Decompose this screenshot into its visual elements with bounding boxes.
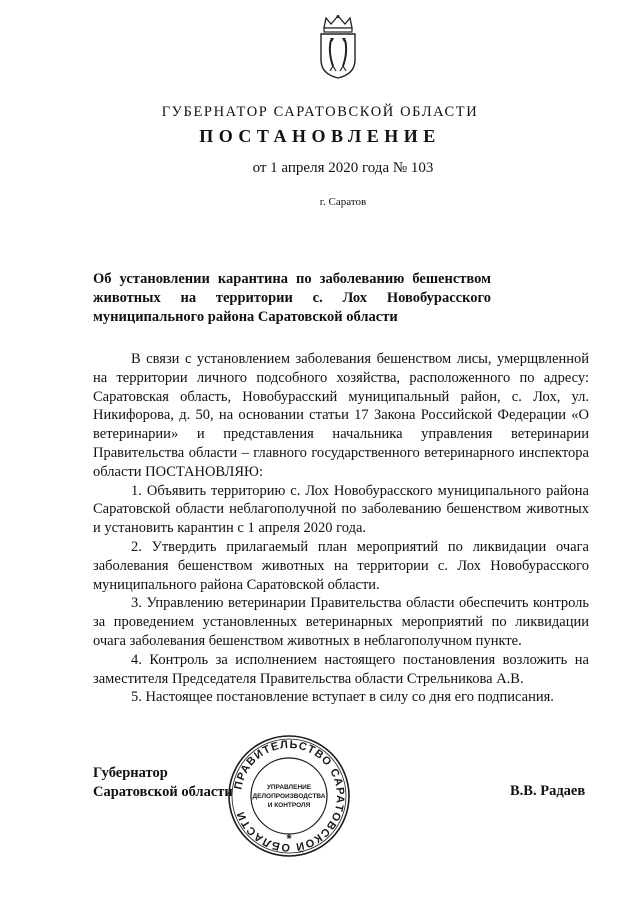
seal-inner-line: И КОНТРОЛЯ: [267, 802, 311, 809]
document-city: г. Саратов: [319, 196, 367, 208]
signatory-position: [93, 764, 233, 802]
signatory-position-line: Губернатор: [93, 765, 168, 781]
issuer-title: ГУБЕРНАТОР САРАТОВСКОЙ ОБЛАСТИ: [161, 104, 479, 120]
clause-paragraph: 5. Настоящее постановление вступает в силу со дня его подписания.: [131, 689, 554, 706]
title-line: муниципального района Саратовской области: [93, 309, 398, 325]
signatory-position-line: Саратовской области: [93, 784, 233, 800]
document-title: [93, 270, 491, 327]
clause-paragraph: 3. Управлению ветеринарии Правительства области обеспечить контроль за проведением установленных ветеринарных мероприятий по ликвидации очага заболевания бешенством животных в неблагополучном пункте.: [93, 595, 589, 649]
clause-paragraph: 1. Объявить территорию с. Лох Новобурасского муниципального района Саратовской области неблагополучной по заболеванию бешенством животных и установить карантин с 1 апреля 2020 года.: [93, 482, 589, 537]
title-line: животных на территории с. Лох Новобурасского: [93, 290, 491, 306]
seal-inner-line: УПРАВЛЕНИЕ: [266, 784, 312, 791]
document-body: [93, 350, 589, 707]
signatory-name: В.В. Радаев: [510, 783, 586, 799]
official-seal-stamp: [226, 733, 352, 859]
seal-star: *: [286, 831, 292, 846]
seal-inner-line: ДЕЛОПРОИЗВОДСТВА: [252, 793, 326, 800]
preamble-paragraph: В связи с установлением заболевания бешенством лисы, умерщвленной на территории личного подсобного хозяйства, расположенного по адресу: Саратовская область, Новобурасский муниципальный район, с. Лох, ул. Никифорова, д. 50, на основании статьи 17 Закона Российской Федерации «О ветеринарии» и представления начальника управления ветеринарии Правительства области – главного государственного ветеринарного инспектора области ПОСТАНОВЛЯЮ:: [93, 351, 589, 480]
saratov-coat-of-arms-icon: [316, 14, 360, 80]
seal-outer-text: ПРАВИТЕЛЬСТВО САРАТОВСКОЙ ОБЛАСТИ: [232, 738, 347, 854]
clause-paragraph: 4. Контроль за исполнением настоящего постановления возложить на заместителя Председателя Правительства области Стрельникова А.В.: [93, 651, 589, 687]
document-date-number: от 1 апреля 2020 года № 103: [252, 160, 434, 176]
document-type: ПОСТАНОВЛЕНИЕ: [199, 126, 441, 146]
title-line: Об установлении карантина по заболеванию бешенством: [93, 271, 491, 287]
clause-paragraph: 2. Утвердить прилагаемый план мероприятий по ликвидации очага заболевания бешенством животных на территории с. Лох Новобурасского муниципального района Саратовской области.: [93, 538, 589, 593]
